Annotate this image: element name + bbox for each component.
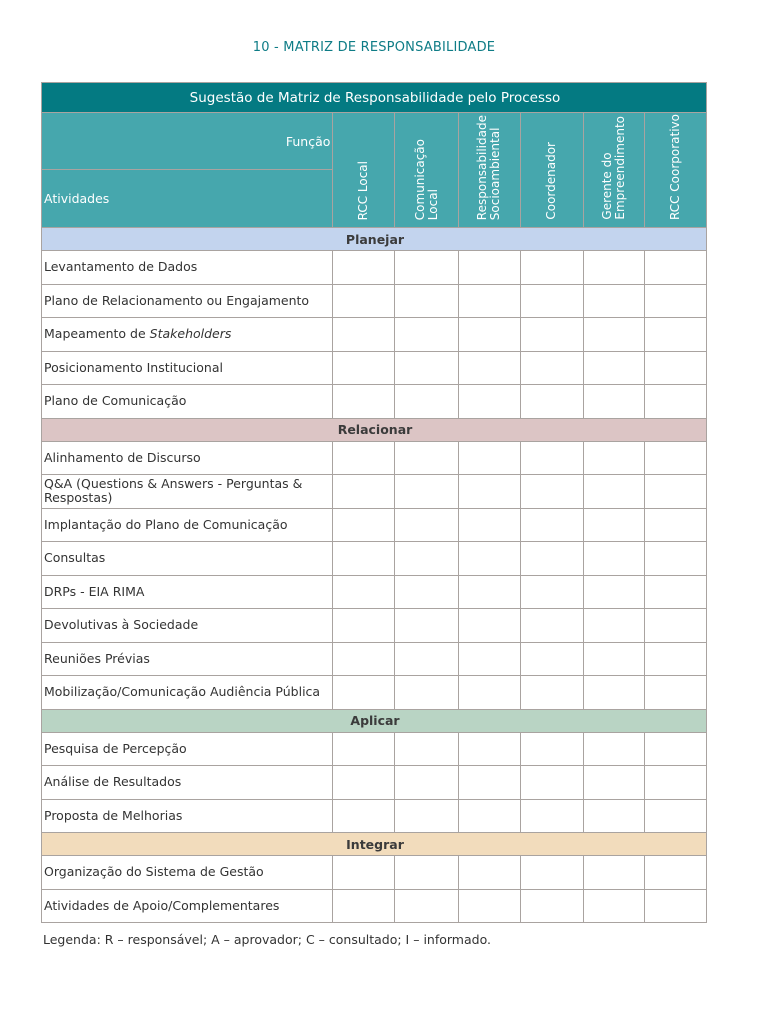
matrix-cell[interactable] xyxy=(583,542,644,576)
activity-label: Posicionamento Institucional xyxy=(42,351,333,385)
table-row xyxy=(42,508,707,542)
matrix-cell[interactable] xyxy=(520,284,583,318)
matrix-cell[interactable] xyxy=(458,642,520,676)
activity-label: Alinhamento de Discurso xyxy=(42,441,333,475)
matrix-cell[interactable] xyxy=(644,441,706,475)
matrix-cell[interactable] xyxy=(520,799,583,833)
matrix-cell[interactable] xyxy=(395,284,458,318)
matrix-cell[interactable] xyxy=(333,508,395,542)
matrix-cell[interactable] xyxy=(583,676,644,710)
matrix-cell[interactable] xyxy=(395,351,458,385)
matrix-cell[interactable] xyxy=(395,676,458,710)
table-row xyxy=(42,889,707,923)
matrix-cell[interactable] xyxy=(583,385,644,419)
table-row xyxy=(42,441,707,475)
matrix-cell[interactable] xyxy=(333,799,395,833)
matrix-cell[interactable] xyxy=(644,766,706,800)
matrix-cell[interactable] xyxy=(395,856,458,890)
activity-label: Reuniões Prévias xyxy=(42,642,333,676)
matrix-cell[interactable] xyxy=(583,642,644,676)
legend-text: Legenda: R – responsável; A – aprovador; C – consultado; I – informado. xyxy=(43,932,491,947)
matrix-cell[interactable] xyxy=(644,799,706,833)
table-caption: Sugestão de Matriz de Responsabilidade pelo Processo xyxy=(42,83,707,113)
matrix-cell[interactable] xyxy=(520,251,583,285)
matrix-cell[interactable] xyxy=(583,856,644,890)
matrix-cell[interactable] xyxy=(333,441,395,475)
matrix-cell[interactable] xyxy=(644,856,706,890)
matrix-cell[interactable] xyxy=(458,889,520,923)
matrix-cell[interactable] xyxy=(644,609,706,643)
matrix-cell[interactable] xyxy=(644,676,706,710)
activity-label: Implantação do Plano de Comunicação xyxy=(42,508,333,542)
section-title: Aplicar xyxy=(42,709,707,732)
matrix-cell[interactable] xyxy=(644,542,706,576)
section-row-integrar xyxy=(42,833,707,856)
matrix-cell[interactable] xyxy=(458,676,520,710)
table-row xyxy=(42,575,707,609)
matrix-cell[interactable] xyxy=(520,318,583,352)
matrix-cell[interactable] xyxy=(458,542,520,576)
activity-label: Mobilização/Comunicação Audiência Pública xyxy=(42,676,333,710)
section-title: Relacionar xyxy=(42,418,707,441)
role-header-comunicacao-local: Comunicação Local xyxy=(395,113,458,228)
table-row xyxy=(42,351,707,385)
matrix-cell[interactable] xyxy=(644,889,706,923)
matrix-cell[interactable] xyxy=(458,732,520,766)
role-header-rcc-local: RCC Local xyxy=(333,113,395,228)
matrix-cell[interactable] xyxy=(395,732,458,766)
section-row-planejar xyxy=(42,228,707,251)
matrix-cell[interactable] xyxy=(458,766,520,800)
matrix-cell[interactable] xyxy=(458,284,520,318)
section-row-relacionar xyxy=(42,418,707,441)
matrix-cell[interactable] xyxy=(583,609,644,643)
matrix-cell[interactable] xyxy=(395,441,458,475)
table-row xyxy=(42,856,707,890)
activity-label: Q&A (Questions & Answers - Perguntas & Respostas) xyxy=(42,475,333,509)
matrix-cell[interactable] xyxy=(395,318,458,352)
matrix-cell[interactable] xyxy=(395,575,458,609)
section-title: Planejar xyxy=(42,228,707,251)
matrix-cell[interactable] xyxy=(520,351,583,385)
matrix-cell[interactable] xyxy=(395,475,458,509)
activity-label: Mapeamento de Stakeholders xyxy=(42,318,333,352)
matrix-cell[interactable] xyxy=(583,508,644,542)
matrix-cell[interactable] xyxy=(333,889,395,923)
matrix-cell[interactable] xyxy=(520,732,583,766)
activity-label: Proposta de Melhorias xyxy=(42,799,333,833)
matrix-cell[interactable] xyxy=(583,575,644,609)
matrix-cell[interactable] xyxy=(520,642,583,676)
matrix-cell[interactable] xyxy=(333,575,395,609)
matrix-cell[interactable] xyxy=(458,856,520,890)
table-row xyxy=(42,609,707,643)
matrix-cell[interactable] xyxy=(583,766,644,800)
matrix-cell[interactable] xyxy=(395,642,458,676)
table-row xyxy=(42,542,707,576)
matrix-cell[interactable] xyxy=(333,318,395,352)
matrix-cell[interactable] xyxy=(583,799,644,833)
matrix-cell[interactable] xyxy=(583,475,644,509)
activity-label: DRPs - EIA RIMA xyxy=(42,575,333,609)
matrix-cell[interactable] xyxy=(333,351,395,385)
matrix-cell[interactable] xyxy=(333,732,395,766)
table-row xyxy=(42,799,707,833)
matrix-cell[interactable] xyxy=(644,251,706,285)
activity-label: Consultas xyxy=(42,542,333,576)
matrix-cell[interactable] xyxy=(333,609,395,643)
matrix-cell[interactable] xyxy=(583,251,644,285)
matrix-cell[interactable] xyxy=(458,318,520,352)
table-row xyxy=(42,766,707,800)
matrix-cell[interactable] xyxy=(458,351,520,385)
matrix-cell[interactable] xyxy=(395,542,458,576)
matrix-cell[interactable] xyxy=(333,251,395,285)
matrix-cell[interactable] xyxy=(458,475,520,509)
matrix-cell[interactable] xyxy=(644,575,706,609)
matrix-cell[interactable] xyxy=(520,441,583,475)
matrix-cell[interactable] xyxy=(333,475,395,509)
table-row xyxy=(42,318,707,352)
responsibility-matrix-table xyxy=(41,82,707,923)
matrix-cell[interactable] xyxy=(458,575,520,609)
matrix-cell[interactable] xyxy=(644,284,706,318)
table-row xyxy=(42,676,707,710)
matrix-cell[interactable] xyxy=(583,284,644,318)
matrix-cell[interactable] xyxy=(395,385,458,419)
matrix-cell[interactable] xyxy=(583,889,644,923)
role-header-responsabilidade-socioambiental: Responsabilidade Socioambiental xyxy=(458,113,520,228)
matrix-cell[interactable] xyxy=(644,508,706,542)
table-row xyxy=(42,642,707,676)
matrix-cell[interactable] xyxy=(520,575,583,609)
matrix-cell[interactable] xyxy=(333,676,395,710)
section-row-aplicar xyxy=(42,709,707,732)
matrix-cell[interactable] xyxy=(395,889,458,923)
activity-label: Análise de Resultados xyxy=(42,766,333,800)
matrix-cell[interactable] xyxy=(395,609,458,643)
matrix-cell[interactable] xyxy=(520,766,583,800)
matrix-cell[interactable] xyxy=(644,642,706,676)
matrix-cell[interactable] xyxy=(644,351,706,385)
activity-label: Atividades de Apoio/Complementares xyxy=(42,889,333,923)
matrix-cell[interactable] xyxy=(333,642,395,676)
matrix-cell[interactable] xyxy=(520,542,583,576)
matrix-cell[interactable] xyxy=(520,856,583,890)
matrix-cell[interactable] xyxy=(333,856,395,890)
matrix-cell[interactable] xyxy=(583,732,644,766)
matrix-cell[interactable] xyxy=(520,676,583,710)
role-header-coordenador: Coordenador xyxy=(520,113,583,228)
matrix-cell[interactable] xyxy=(520,889,583,923)
matrix-cell[interactable] xyxy=(520,475,583,509)
matrix-cell[interactable] xyxy=(395,766,458,800)
matrix-cell[interactable] xyxy=(520,385,583,419)
matrix-cell[interactable] xyxy=(458,385,520,419)
activity-label: Plano de Comunicação xyxy=(42,385,333,419)
matrix-cell[interactable] xyxy=(583,318,644,352)
table-row xyxy=(42,284,707,318)
table-row xyxy=(42,251,707,285)
matrix-cell[interactable] xyxy=(395,508,458,542)
matrix-cell[interactable] xyxy=(395,799,458,833)
matrix-cell[interactable] xyxy=(644,732,706,766)
matrix-cell[interactable] xyxy=(458,251,520,285)
matrix-cell[interactable] xyxy=(333,385,395,419)
matrix-cell[interactable] xyxy=(520,609,583,643)
activity-label: Devolutivas à Sociedade xyxy=(42,609,333,643)
matrix-cell[interactable] xyxy=(644,385,706,419)
activity-label: Plano de Relacionamento ou Engajamento xyxy=(42,284,333,318)
matrix-cell[interactable] xyxy=(458,799,520,833)
matrix-cell[interactable] xyxy=(458,441,520,475)
matrix-cell[interactable] xyxy=(333,542,395,576)
activity-label: Organização do Sistema de Gestão xyxy=(42,856,333,890)
role-header-gerente-empreendimento: Gerente do Empreendimento xyxy=(583,113,644,228)
matrix-cell[interactable] xyxy=(458,508,520,542)
table-row xyxy=(42,475,707,509)
funcao-header: Função xyxy=(42,113,333,170)
matrix-cell[interactable] xyxy=(583,441,644,475)
matrix-cell[interactable] xyxy=(644,318,706,352)
role-header-rcc-coorporativo: RCC Coorporativo xyxy=(644,113,706,228)
atividades-header: Atividades xyxy=(42,170,333,228)
activity-label: Pesquisa de Percepção xyxy=(42,732,333,766)
document-title: 10 - MATRIZ DE RESPONSABILIDADE xyxy=(252,40,496,55)
matrix-cell[interactable] xyxy=(583,351,644,385)
matrix-cell[interactable] xyxy=(644,475,706,509)
table-row xyxy=(42,385,707,419)
matrix-cell[interactable] xyxy=(520,508,583,542)
activity-label: Levantamento de Dados xyxy=(42,251,333,285)
matrix-cell[interactable] xyxy=(333,284,395,318)
matrix-cell[interactable] xyxy=(395,251,458,285)
matrix-cell[interactable] xyxy=(333,766,395,800)
table-row xyxy=(42,732,707,766)
matrix-cell[interactable] xyxy=(458,609,520,643)
section-title: Integrar xyxy=(42,833,707,856)
